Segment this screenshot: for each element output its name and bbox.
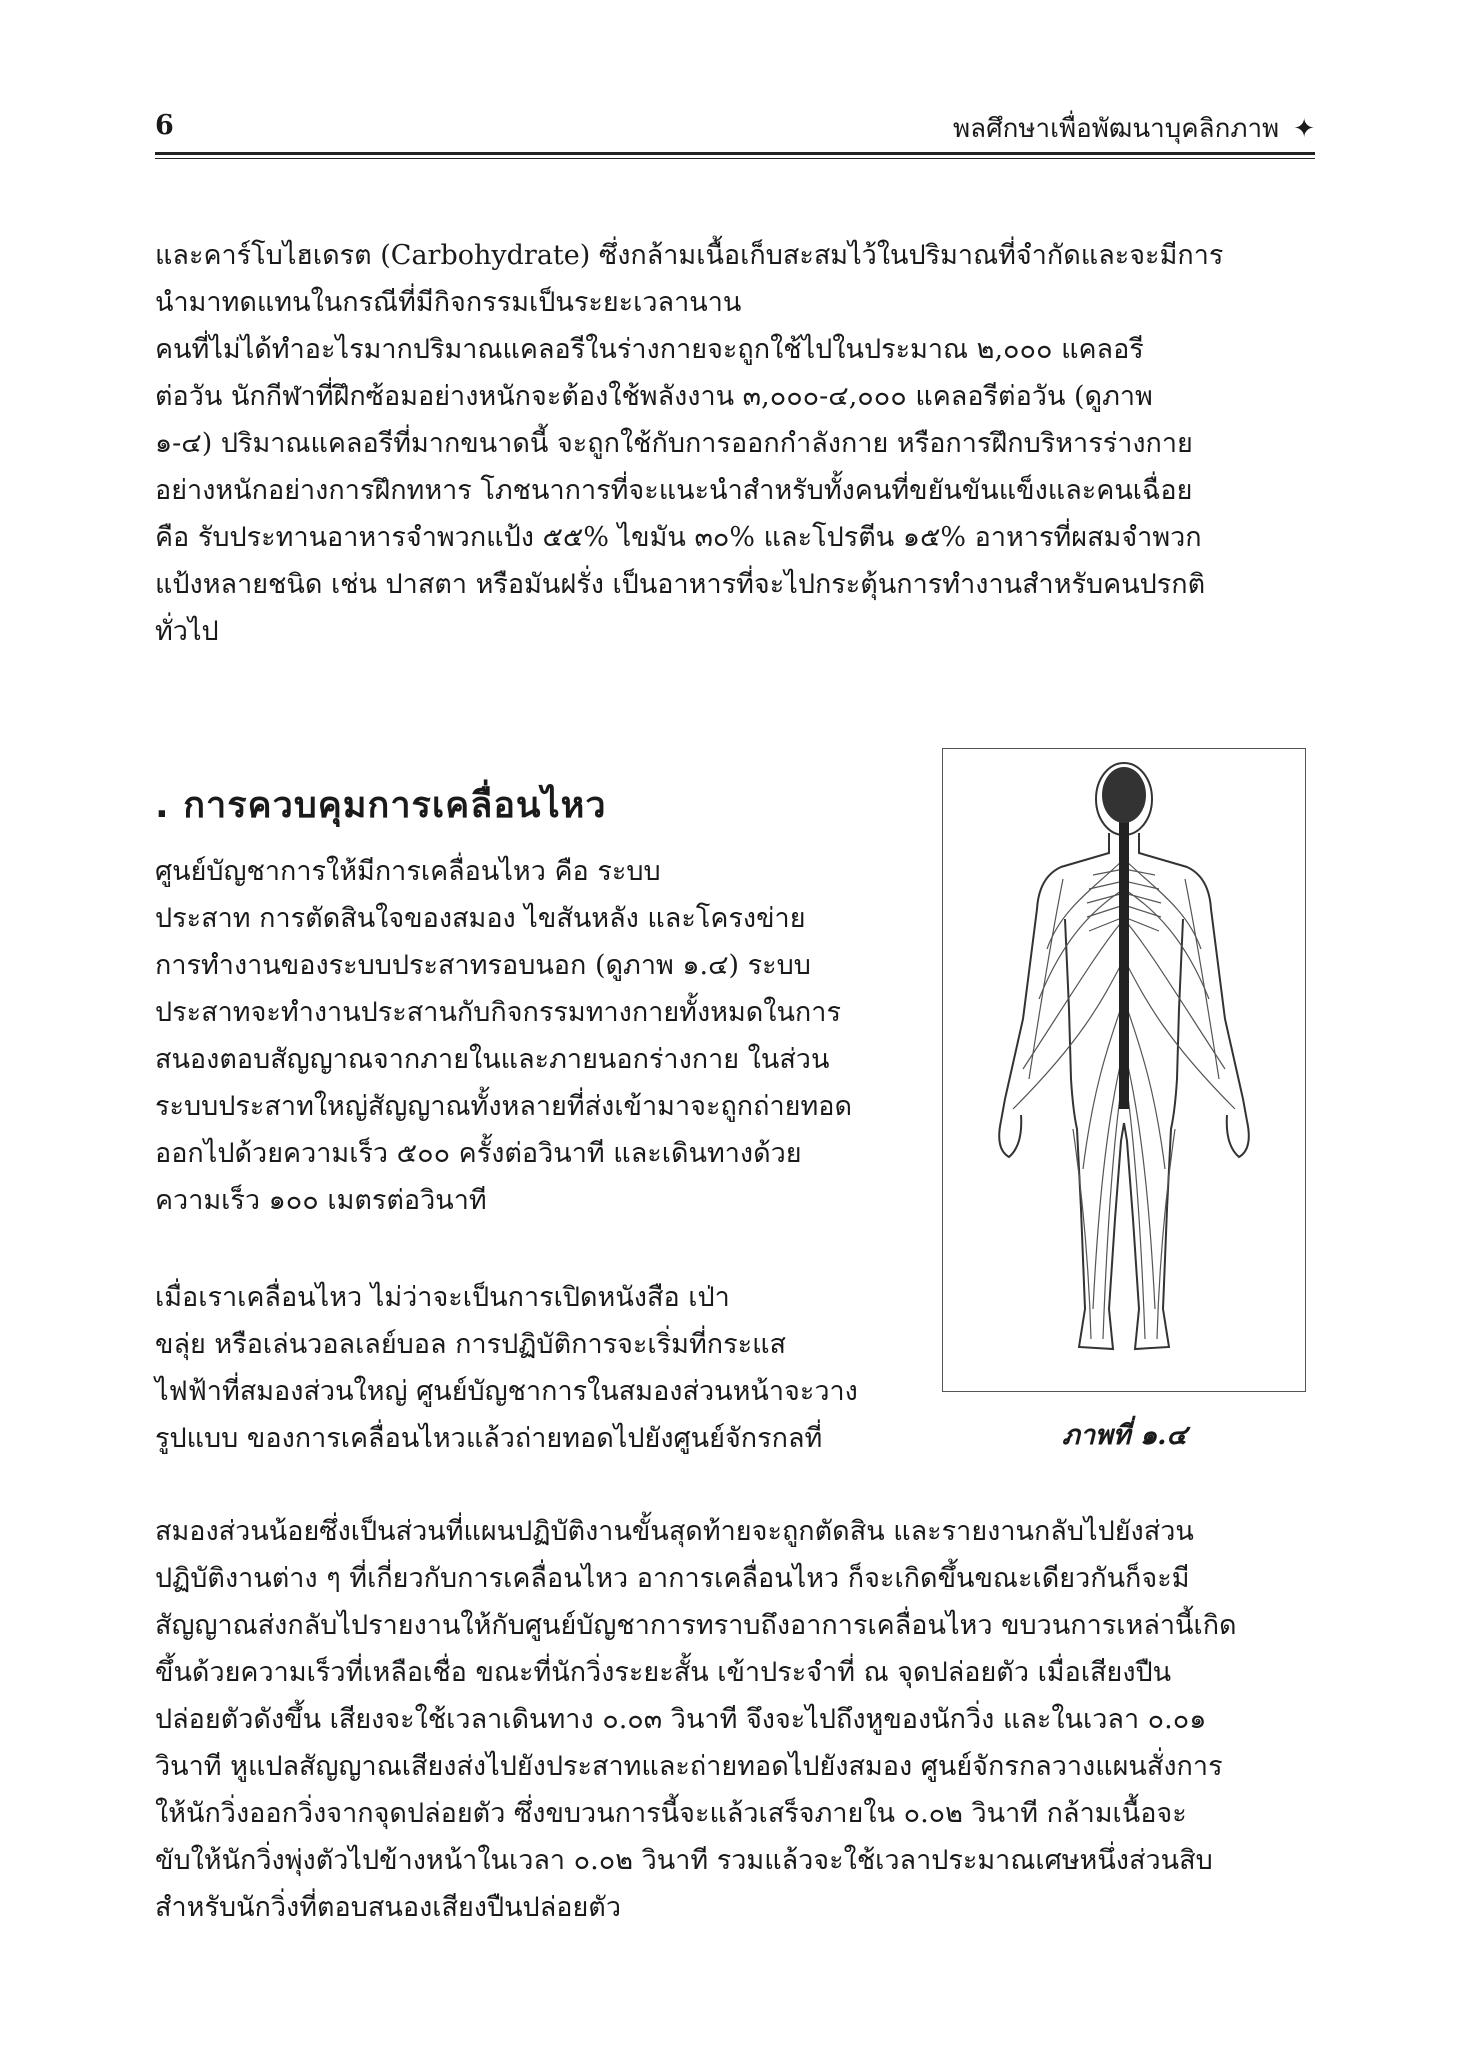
star-ornament-icon: ✦	[1293, 114, 1315, 144]
paragraph-movement: เมื่อเราเคลื่อนไหว ไม่ว่าจะเป็นการเปิดหนังสือ เป่า ขลุ่ย หรือเล่นวอลเลย์บอล การปฏิบัติการจะเริ่มที่กระแส ไฟฟ้าที่สมองส่วนใหญ่ ศูนย์บัญชาการในสมองส่วนหน้าจะวาง รูปแบบ ของการเคลื่อนไหวแล้วถ่ายทอดไปยังศูนย์จักรกลที่	[155, 1282, 858, 1454]
paragraph-carbohydrate: และคาร์โบไฮเดรต (Carbohydrate) ซึ่งกล้ามเนื้อเก็บสะสมไว้ในปริมาณที่จำกัดและจะมีการ นำมาทดแทนในกรณีที่มีกิจกรรมเป็นระยะเวลานาน	[155, 240, 1224, 318]
header-rule-thick	[155, 152, 1315, 155]
header-rule-thin	[155, 158, 1315, 159]
paragraph-nervous-system: ศูนย์บัญชาการให้มีการเคลื่อนไหว คือ ระบบ ประสาท การตัดสินใจของสมอง ไขสันหลัง และโครงข่าย การทำงานของระบบประสาทรอบนอก (ดูภาพ ๑.๔) ระบบ ประสาทจะทำงานประสานกับกิจกรรมทางกายทั้งหมดในการ สนองตอบสัญญาณจากภายในและภายนอกร่างกาย ในส่วน ระบบประสาทใหญ่สัญญาณทั้งหลายที่ส่งเข้ามาจะถูกถ่ายทอด ออกไปด้วยความเร็ว ๕๐๐ ครั้งต่อวินาที และเดินทางด้วย ความเร็ว ๑๐๐ เมตรต่อวินาที	[155, 856, 853, 1216]
running-title	[953, 108, 1315, 149]
paragraph-sprinter: สมองส่วนน้อยซึ่งเป็นส่วนที่แผนปฏิบัติงานขั้นสุดท้ายจะถูกตัดสิน และรายงานกลับไปยังส่วน ปฏิบัติงานต่าง ๆ ที่เกี่ยวกับการเคลื่อนไหว อาการเคลื่อนไหว ก็จะเกิดขึ้นขณะเดียวกันก็จะมี สัญญาณส่งกลับไปรายงานให้กับศูนย์บัญชาการทราบถึงอาการเคลื่อนไหว ขบวนการเหล่านี้เกิด ขึ้นด้วยความเร็วที่เหลือเชื่อ ขณะที่นักวิ่งระยะสั้น เข้าประจำที่ ณ จุดปล่อยตัว เมื่อเสียงปืน ปล่อยตัวดังขึ้น เสียงจะใช้เวลาเดินทาง ๐.๐๓ วินาที จึงจะไปถึงหูของนักวิ่ง และในเวลา ๐.๐๑ วินาที หูแปลสัญญาณเสียงส่งไปยังประสาทและถ่ายทอดไปยังสมอง ศูนย์จักรกลวางแผนสั่งการ ให้นักวิ่งออกวิ่งจากจุดปล่อยตัว ซึ่งขบวนการนี้จะแล้วเสร็จภายใน ๐.๐๒ วินาที กล้ามเนื้อจะ ขับให้นักวิ่งพุ่งตัวไปข้างหน้าในเวลา ๐.๐๒ วินาที รวมแล้วจะใช้เวลาประมาณเศษหนึ่งส่วนสิบ สำหรับนักวิ่งที่ตอบสนองเสียงปืนปล่อยตัว	[155, 1516, 1237, 1923]
paragraph-calories: คนที่ไม่ได้ทำอะไรมากปริมาณแคลอรีในร่างกายจะถูกใช้ไปในประมาณ ๒,๐๐๐ แคลอรี ต่อวัน นักกีฬาที่ฝึกซ้อมอย่างหนักจะต้องใช้พลังงาน ๓,๐๐๐-๔,๐๐๐ แคลอรีต่อวัน (ดูภาพ ๑-๔) ปริมาณแคลอรีที่มากขนาดนี้ จะถูกใช้กับการออกกำลังกาย หรือการฝึกบริหารร่างกาย อย่างหนักอย่างการฝึกทหาร โภชนาการที่จะแนะนำสำหรับทั้งคนที่ขยันขันแข็งและคนเฉื่อย คือ รับประทานอาหารจำพวกแป้ง ๕๕% ไขมัน ๓๐% และโปรตีน ๑๕% อาหารที่ผสมจำพวก แป้งหลายชนิด เช่น ปาสตา หรือมันฝรั่ง เป็นอาหารที่จะไปกระตุ้นการทำงานสำหรับคนปรกติ ทั่วไป	[155, 334, 1206, 647]
figure-frame	[942, 748, 1306, 1392]
page-number: 6	[155, 110, 174, 141]
section-heading: . การควบคุมการเคลื่อนไหว	[155, 785, 607, 826]
figure-caption: ภาพที่ ๑.๔	[1062, 1420, 1187, 1451]
human-nervous-system-icon	[943, 749, 1305, 1391]
running-header	[155, 104, 1315, 144]
running-title-text: พลศึกษาเพื่อพัฒนาบุคลิกภาพ	[953, 114, 1280, 144]
